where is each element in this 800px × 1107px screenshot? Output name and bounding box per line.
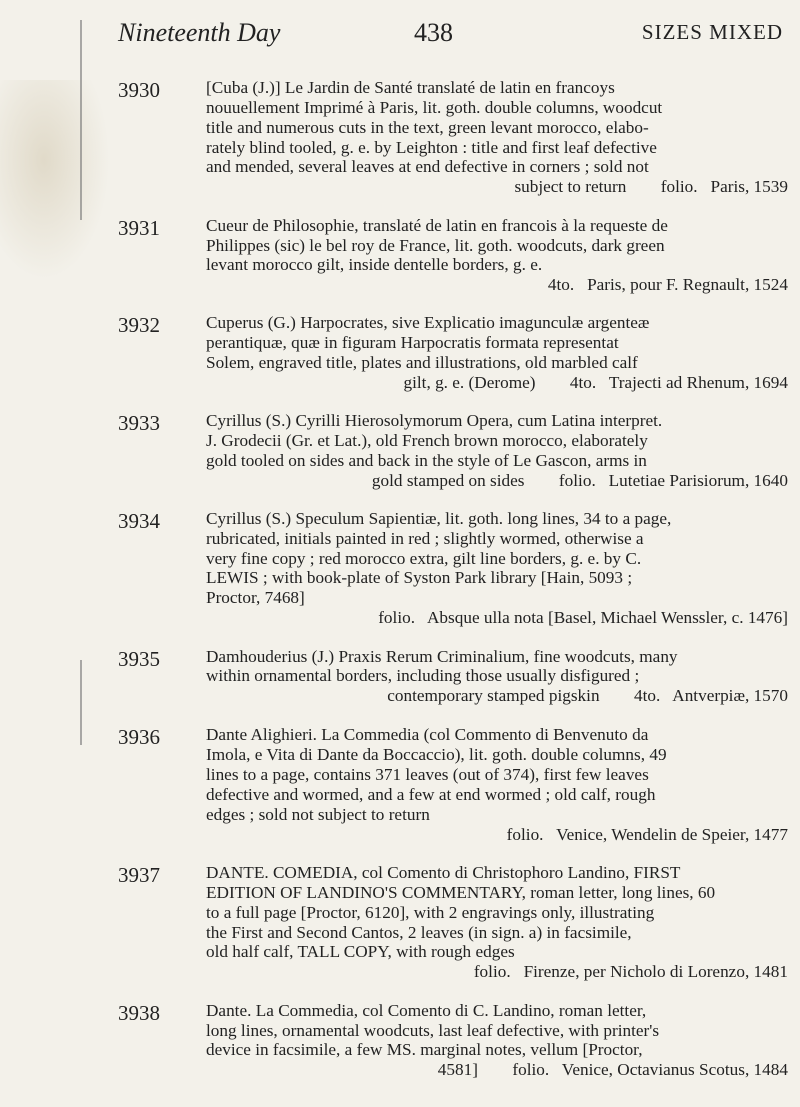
- description-line: Philippes (sic) le bel roy de France, lit. goth. woodcuts, dark green: [206, 235, 665, 255]
- description-line: contemporary stamped pigskin 4to. Antverpiæ, 1570: [387, 686, 788, 706]
- description-line: within ornamental borders, including those usually disfigured ;: [206, 666, 640, 686]
- description-line: Dante. La Commedia, col Comento di C. Landino, roman letter,: [206, 1000, 647, 1020]
- description-line: Cuperus (G.) Harpocrates, sive Explicatio imagunculæ argenteæ: [206, 313, 650, 333]
- page-number: 438: [414, 18, 453, 47]
- lot-number: 3933: [118, 411, 160, 436]
- lot-description: [206, 313, 788, 392]
- description-line: and mended, several leaves at end defective in corners ; sold not: [206, 157, 649, 177]
- description-line: lines to a page, contains 371 leaves (out of 374), first few leaves: [206, 764, 649, 784]
- description-line: folio. Venice, Wendelin de Speier, 1477: [506, 824, 788, 844]
- lot-number: 3932: [118, 313, 160, 338]
- lot-description: [206, 78, 788, 197]
- lot-description: [206, 216, 788, 295]
- lot-description: [206, 1001, 788, 1080]
- description-line: Cyrillus (S.) Speculum Sapientiæ, lit. goth. long lines, 34 to a page,: [206, 508, 672, 528]
- description-line: folio. Absque ulla nota [Basel, Michael Wenssler, c. 1476]: [378, 608, 788, 628]
- description-line: Dante Alighieri. La Commedia (col Commento di Benvenuto da: [206, 725, 649, 745]
- description-line: Cueur de Philosophie, translaté de latin en francois à la requeste de: [206, 215, 668, 235]
- description-line: device in facsimile, a few MS. marginal notes, vellum [Proctor,: [206, 1040, 643, 1060]
- description-line: Cyrillus (S.) Cyrilli Hierosolymorum Opera, cum Latina interpret.: [206, 411, 663, 431]
- lot-number: 3931: [118, 215, 160, 240]
- catalogue-entry: [118, 216, 788, 295]
- lot-description: [206, 647, 788, 707]
- description-line: gold stamped on sides folio. Lutetiae Parisiorum, 1640: [371, 470, 788, 490]
- description-line: Solem, engraved title, plates and illustrations, old marbled calf: [206, 353, 638, 373]
- description-line: [Cuba (J.)] Le Jardin de Santé translaté de latin en francoys: [206, 78, 615, 97]
- catalogue-entry: [118, 863, 788, 982]
- catalogue-entry: [118, 725, 788, 844]
- description-line: defective and wormed, and a few at end wormed ; old calf, rough: [206, 784, 656, 804]
- description-line: old half calf, TALL COPY, with rough edges: [206, 942, 515, 962]
- description-line: levant morocco gilt, inside dentelle borders, g. e.: [206, 255, 543, 275]
- lot-number: 3938: [118, 1000, 160, 1025]
- description-line: LEWIS ; with book-plate of Syston Park library [Hain, 5093 ;: [206, 568, 633, 588]
- description-line: the First and Second Cantos, 2 leaves (in sign. a) in facsimile,: [206, 922, 632, 942]
- description-line: edges ; sold not subject to return: [206, 804, 430, 824]
- page-header: [118, 18, 783, 48]
- section-label: SIZES MIXED: [641, 20, 783, 44]
- description-line: 4581] folio. Venice, Octavianus Scotus, 1484: [437, 1060, 788, 1080]
- margin-pencil-mark: [80, 20, 82, 220]
- description-line: rately blind tooled, g. e. by Leighton : title and first leaf defective: [206, 137, 657, 157]
- lot-number: 3937: [118, 863, 160, 888]
- description-line: Damhouderius (J.) Praxis Rerum Criminalium, fine woodcuts, many: [206, 646, 678, 666]
- description-line: DANTE. COMEDIA, col Comento di Christophoro Landino, FIRST: [206, 863, 681, 883]
- paper-stain: [0, 80, 110, 280]
- lot-number: 3935: [118, 646, 160, 671]
- lot-number: 3934: [118, 508, 160, 533]
- catalogue-entry: [118, 78, 788, 197]
- description-line: J. Grodecii (Gr. et Lat.), old French brown morocco, elaborately: [206, 430, 648, 450]
- description-line: 4to. Paris, pour F. Regnault, 1524: [547, 275, 788, 295]
- lot-description: [206, 863, 788, 982]
- lot-description: [206, 411, 788, 490]
- description-line: Imola, e Vita di Dante da Boccaccio), lit. goth. double columns, 49: [206, 745, 667, 765]
- catalogue-entry: [118, 411, 788, 490]
- catalogue-entry: [118, 509, 788, 628]
- description-line: nouuellement Imprimé à Paris, lit. goth. double columns, woodcut: [206, 97, 663, 117]
- running-title: Nineteenth Day: [118, 18, 281, 47]
- catalogue-entry: [118, 647, 788, 707]
- description-line: to a full page [Proctor, 6120], with 2 engravings only, illustrating: [206, 902, 655, 922]
- description-line: subject to return folio. Paris, 1539: [514, 177, 788, 197]
- description-line: gold tooled on sides and back in the style of Le Gascon, arms in: [206, 450, 647, 470]
- description-line: folio. Firenze, per Nicholo di Lorenzo, 1481: [473, 962, 788, 982]
- description-line: very fine copy ; red morocco extra, gilt line borders, g. e. by C.: [206, 548, 642, 568]
- description-line: rubricated, initials painted in red ; slightly wormed, otherwise a: [206, 528, 644, 548]
- description-line: EDITION OF LANDINO'S COMMENTARY, roman letter, long lines, 60: [206, 882, 716, 902]
- description-line: title and numerous cuts in the text, green levant morocco, elabo-: [206, 117, 649, 137]
- margin-pencil-mark: [80, 660, 82, 745]
- description-line: gilt, g. e. (Derome) 4to. Trajecti ad Rhenum, 1694: [403, 372, 788, 392]
- description-line: perantiquæ, quæ in figuram Harpocratis formata representat: [206, 333, 619, 353]
- lot-description: [206, 509, 788, 628]
- description-line: Proctor, 7468]: [206, 588, 305, 608]
- lot-number: 3930: [118, 78, 160, 102]
- catalogue-entry: [118, 313, 788, 392]
- description-line: long lines, ornamental woodcuts, last leaf defective, with printer's: [206, 1020, 660, 1040]
- lot-description: [206, 725, 788, 844]
- lot-number: 3936: [118, 725, 160, 750]
- catalogue-entry: [118, 1001, 788, 1080]
